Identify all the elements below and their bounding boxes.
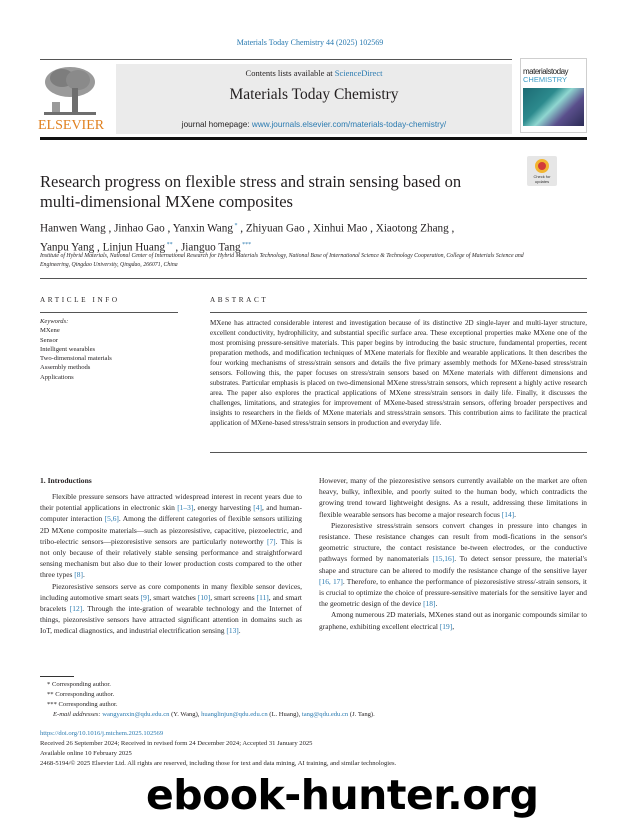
affiliation: Institute of Hybrid Materials, National Center of International Research for Hybrid Materials Technology, National Base of International Science & Technology Cooperation, College of Materials Science and Engineering, Qingdao University, Qingdao, 266071, China xyxy=(40,253,524,268)
received-dates: Received 26 September 2024; Received in revised form 24 December 2024; Accepted 31 January 2025 xyxy=(40,740,313,747)
citation-link[interactable]: [19] xyxy=(439,621,453,631)
keyword: Two-dimensional materials xyxy=(40,355,112,363)
article-info-rule xyxy=(40,312,178,313)
body-column-left xyxy=(40,491,302,637)
keyword: Sensor xyxy=(40,336,58,344)
section-heading-introductions: 1. Introductions xyxy=(40,476,92,485)
corresponding-author-mark[interactable]: * xyxy=(232,223,238,229)
homepage-link[interactable]: www.journals.elsevier.com/materials-today-chemistry/ xyxy=(251,120,447,129)
citation-link[interactable]: [1–3] xyxy=(177,503,194,513)
journal-cover-thumbnail[interactable] xyxy=(520,58,587,133)
crossmark-label: Check for updates xyxy=(533,174,551,184)
footnote-corresponding-1: * Corresponding author. xyxy=(47,681,111,688)
masthead xyxy=(116,64,512,134)
citation-link[interactable]: [15,16] xyxy=(432,554,455,564)
journal-reference-link[interactable]: Materials Today Chemistry 44 (2025) 102569 xyxy=(236,38,384,47)
check-for-updates-button[interactable] xyxy=(527,156,557,186)
body-paragraph: Piezoresistive sensors serve as core components in many flexible sensor devices, including automotive smart seats [9], smart watches [10], smart screens [11], and smart bracelets [12]. Through the inte-gration of wearable technology and the Internet of things, piezoresistive sensors have attracted significant attention in domains such as IoT, medical diagnostics, and industrial electrification sensing [13]. xyxy=(40,581,302,636)
elsevier-wordmark: ELSEVIER xyxy=(38,118,105,133)
email-addresses: E-mail addresses: wangyanxin@qdu.edu.cn (Y. Wang), huanglinjun@qdu.edu.cn (L. Huang), tang@qdu.edu.cn (J. Tang). xyxy=(53,711,375,718)
email-link[interactable]: wangyanxin@qdu.edu.cn xyxy=(102,711,170,718)
keywords-list xyxy=(40,317,200,382)
publication-info xyxy=(40,729,580,769)
body-paragraph: However, many of the piezoresistive sensors currently available on the market are often heavy, bulky, inflexible, and poorly suited to the human body, which contradicts the growing trend toward lightweight designs. As a result, addressing these limitations in flexible wearable sensors has become a major research focus [14]. xyxy=(319,476,587,519)
homepage-prefix: journal homepage: xyxy=(181,120,252,129)
author-name[interactable]: Jianguo Tang xyxy=(180,241,241,254)
keyword: Assembly methods xyxy=(40,364,91,372)
masthead-bottom-rule xyxy=(40,137,587,140)
author-list: Hanwen Wang , Jinhao Gao , Yanxin Wang * , Zhiyuan Gao , Xinhui Mao , Xiaotong Zhang , Yanpu Yang , Linjun Huang ** , Jianguo Tang *** xyxy=(40,222,455,254)
citation-link[interactable]: [10] xyxy=(197,592,211,602)
abstract-heading: ABSTRACT xyxy=(210,296,269,304)
watermark: ebook-hunter.org xyxy=(146,771,539,819)
email-link[interactable]: huanglinjun@qdu.edu.cn xyxy=(201,711,268,718)
body-paragraph: Among numerous 2D materials, MXenes stand out as inorganic compounds similar to graphene, exhibiting excellent electrical [19], xyxy=(319,610,587,631)
footnote-rule xyxy=(40,676,74,677)
body-column-right xyxy=(319,475,587,632)
author-name[interactable]: Jinhao Gao xyxy=(114,222,165,235)
keyword: MXene xyxy=(40,327,60,335)
masthead-top-rule xyxy=(40,59,512,60)
cover-image xyxy=(523,88,584,126)
citation-link[interactable]: [16, 17] xyxy=(319,576,343,586)
crossmark-icon xyxy=(535,159,549,173)
cover-brand: materialstoday xyxy=(523,67,569,76)
abstract-bottom-rule xyxy=(210,452,587,453)
homepage-line xyxy=(116,120,512,129)
keywords-label: Keywords: xyxy=(40,318,69,325)
author-name[interactable]: Yanpu Yang xyxy=(40,241,95,254)
article-info-heading: ARTICLE INFO xyxy=(40,296,120,304)
citation-link[interactable]: [13] xyxy=(226,626,239,636)
abstract-text: MXene has attracted considerable interest and investigation because of its distinctive 2D single-layer and multi-layer structure, excellent conductivity, hydrophilicity, and substantial specific surface area. These exceptional properties make MXene one of the most promising pressure-sensitive materials. This paper begins by introducing the basic structure, fundamental properties, recent preparation methods, and modification techniques of MXene materials for flexible and wearable applications. It then describes the four working mechanisms of stress/strain sensors and details the five primary assembly methods for MXene-based stress/strain sensors. Following this, the paper focuses on stress/strain sensors based on MXene materials with different dimensions and substrates. Particular emphasis is placed on two-dimensional MXene stress/strain sensors, which represent a highly active research area. The paper also explores the practical applications of MXene stress/strain sensors in daily life. Finally, it discusses the challenges, limitations, and strategies for improvement of MXene-based stress/strain sensors, offering broader perspectives and insights to researchers in the fields of MXene materials and stress/strain sensors. This contribution aims to facilitate the practical application of MXene-based stress/strain sensors in production and everyday life. xyxy=(210,319,587,428)
footnotes xyxy=(40,680,560,720)
email-label: E-mail addresses: xyxy=(53,711,101,718)
contents-prefix: Contents lists available at xyxy=(245,68,335,78)
section-divider xyxy=(40,278,587,279)
body-paragraph: Piezoresistive stress/strain sensors convert changes in pressure into changes in resistance. These resistance changes can result from modi-fications in the sensor's geometric structure, the contact resistance be-tween electrodes, or the conductive pathways formed by nanomaterials [15,16]. To detect sensor pressure, the material's shape and structure can be altered to modify the resistance change of the sensitive layer [16, 17]. Therefore, to enhance the performance of piezoresistive stress/-strain sensors, it is crucial to optimize the choice of pressure-sensitive materials for the sensitive layer and the geometric design of the device [18]. xyxy=(319,520,587,609)
corresponding-author-mark[interactable]: ** xyxy=(165,241,173,248)
contents-line xyxy=(116,68,512,78)
copyright: 2468-5194/© 2025 Elsevier Ltd. All rights are reserved, including those for text and data mining, AI training, and similar technologies. xyxy=(40,760,397,767)
author-name[interactable]: Yanxin Wang xyxy=(172,222,233,235)
author-name[interactable]: Zhiyuan Gao xyxy=(245,222,305,235)
citation-link[interactable]: [14] xyxy=(501,509,515,519)
abstract-rule xyxy=(210,312,587,313)
author-name[interactable]: Linjun Huang xyxy=(102,241,166,254)
corresponding-author-mark[interactable]: *** xyxy=(240,241,252,248)
footnote-corresponding-3: *** Corresponding author. xyxy=(47,701,118,708)
keyword: Applications xyxy=(40,373,74,381)
citation-link[interactable]: [18] xyxy=(423,599,436,609)
elsevier-logo[interactable] xyxy=(38,64,105,134)
article-title: Research progress on flexible stress and strain sensing based on multi-dimensional MXene composites xyxy=(40,172,462,211)
citation-link[interactable]: [8] xyxy=(74,570,83,580)
citation-link[interactable]: [12] xyxy=(69,604,83,614)
author-name[interactable]: Hanwen Wang xyxy=(40,222,106,235)
email-link[interactable]: tang@qdu.edu.cn xyxy=(301,711,349,718)
author-name[interactable]: Xiaotong Zhang xyxy=(375,222,449,235)
citation-link[interactable]: [11] xyxy=(256,592,269,602)
citation-link[interactable]: [9] xyxy=(140,592,150,602)
elsevier-tree-icon xyxy=(42,64,98,118)
footnote-corresponding-2: ** Corresponding author. xyxy=(47,691,115,698)
journal-title: Materials Today Chemistry xyxy=(229,86,399,103)
cover-subtitle: CHEMISTRY xyxy=(523,75,568,84)
citation-link[interactable]: [7] xyxy=(266,536,276,546)
body-paragraph: Flexible pressure sensors have attracted widespread interest in recent years due to their potential applications in electronic skin [1–3], energy harvesting [4], and human-computer interaction [5,6]. Among the different categories of flexible sensors utilizing 2D MXene composite materials—such as piezoresistive, capacitive, piezoelectric, and tribo-electric sensors—piezoresistive sensors are particularly noteworthy [7]. This is not only because of their relatively stable sensing performance and straightforward sensing mechanism but also due to their lower production costs compared to the other three types [8]. xyxy=(40,492,303,580)
citation-link[interactable]: [5,6] xyxy=(104,514,119,524)
doi-link[interactable]: https://doi.org/10.1016/j.mtchem.2025.102569 xyxy=(40,730,164,737)
sciencedirect-link[interactable]: ScienceDirect xyxy=(334,68,383,78)
keyword: Intelligent wearables xyxy=(40,345,96,353)
citation-link[interactable]: [4] xyxy=(253,503,262,513)
available-online: Available online 10 February 2025 xyxy=(40,750,132,757)
author-name[interactable]: Xinhui Mao xyxy=(312,222,368,235)
